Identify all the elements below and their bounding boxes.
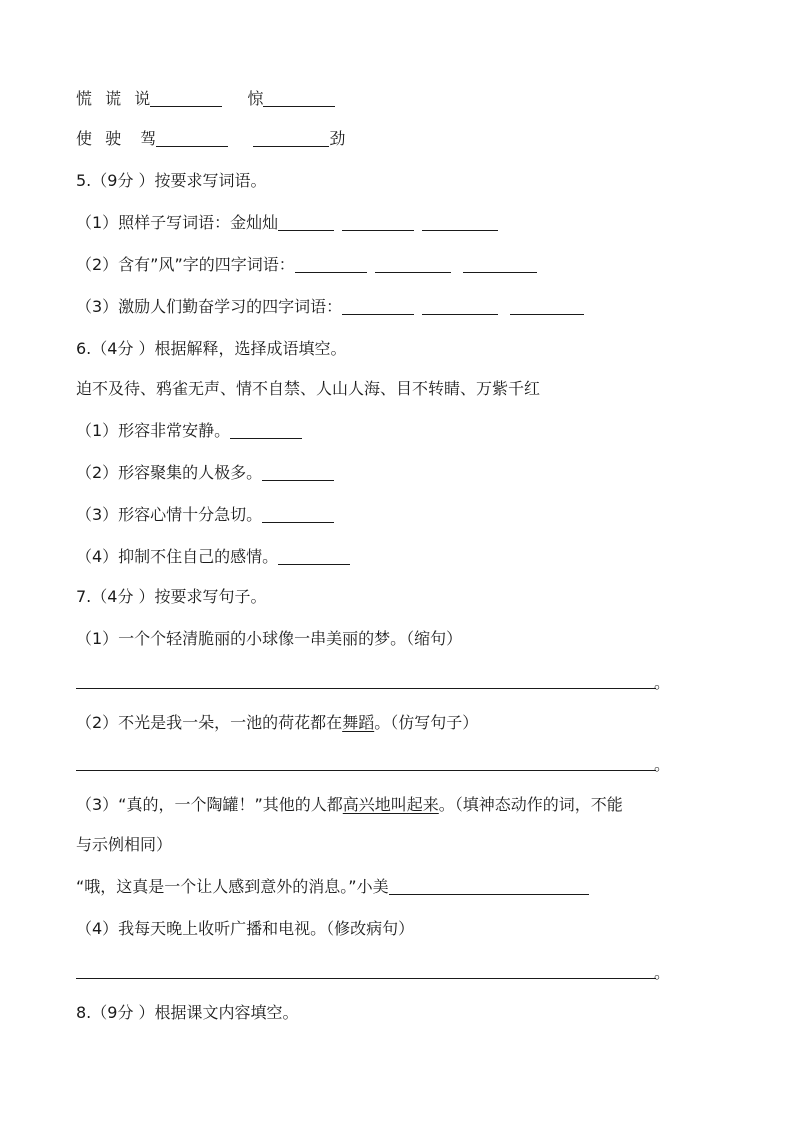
q6-item-4: （4）抑制不住自己的感情。 [76, 546, 350, 568]
q7-sentence-3-answer: “哦，这真是一个让人感到意外的消息。”小美 [76, 876, 589, 898]
char-row-2 [76, 128, 345, 150]
q6-item-3: （3）形容心情十分急切。 [76, 504, 334, 526]
q7-sentence-3-continued: 与示例相同） [76, 835, 173, 854]
char: 说 [134, 89, 151, 108]
char: 惊 [247, 89, 264, 108]
char: 慌 [76, 89, 93, 108]
char: 驶 [105, 129, 122, 148]
answer-blank[interactable] [389, 877, 589, 895]
period-mark: 。 [654, 673, 671, 692]
q7-sentence-3: （3）“真的，一个陶罐！”其他的人都高兴地叫起来。（填神态动作的词，不能 [76, 795, 623, 814]
q7-sentence-2: （2）不光是我一朵，一池的荷花都在舞蹈。（仿写句子） [76, 713, 479, 732]
char-row-1 [76, 88, 335, 110]
period-mark: 。 [654, 963, 671, 982]
answer-blank[interactable] [342, 297, 414, 315]
answer-blank[interactable] [422, 213, 498, 231]
answer-blank[interactable] [230, 421, 302, 439]
q5-item-2: （2）含有”风”字的四字词语： [76, 254, 537, 276]
q5-item-3: （3）激励人们勤奋学习的四字词语： [76, 296, 584, 318]
q5-item-1: （1）照样子写词语：金灿灿 [76, 212, 498, 234]
answer-blank[interactable] [510, 297, 584, 315]
q6-item-1: （1）形容非常安静。 [76, 420, 302, 442]
char: 劲 [329, 129, 346, 148]
q6-item-2: （2）形容聚集的人极多。 [76, 462, 334, 484]
answer-blank[interactable] [295, 255, 367, 273]
char: 使 [76, 129, 93, 148]
answer-blank[interactable] [150, 89, 222, 107]
char: 驾 [140, 129, 157, 148]
answer-blank[interactable] [253, 129, 329, 147]
period-mark: 。 [654, 755, 671, 774]
question-8-title: 8.（9分 ）根据课文内容填空。 [76, 1003, 299, 1022]
answer-line[interactable] [76, 978, 656, 979]
question-5-title: 5.（9分 ）按要求写词语。 [76, 171, 267, 190]
answer-blank[interactable] [156, 129, 228, 147]
underlined-word: 舞蹈 [342, 713, 375, 732]
answer-line[interactable] [76, 688, 656, 689]
answer-blank[interactable] [463, 255, 537, 273]
answer-blank[interactable] [422, 297, 498, 315]
answer-blank[interactable] [278, 213, 334, 231]
question-6-title: 6.（4分 ）根据解释，选择成语填空。 [76, 339, 347, 358]
idiom-options: 迫不及待、鸦雀无声、情不自禁、人山人海、目不转睛、万紫千红 [76, 379, 541, 398]
answer-blank[interactable] [263, 89, 335, 107]
answer-blank[interactable] [262, 505, 334, 523]
underlined-phrase: 高兴地叫起来 [342, 795, 439, 814]
q7-sentence-4: （4）我每天晚上收听广播和电视。（修改病句） [76, 919, 415, 938]
question-7-title: 7.（4分 ）按要求写句子。 [76, 587, 267, 606]
char: 谎 [105, 89, 122, 108]
answer-blank[interactable] [262, 463, 334, 481]
q7-sentence-1: （1）一个个轻清脆丽的小球像一串美丽的梦。（缩句） [76, 629, 463, 648]
answer-blank[interactable] [278, 547, 350, 565]
answer-blank[interactable] [375, 255, 451, 273]
answer-line[interactable] [76, 770, 656, 771]
answer-blank[interactable] [342, 213, 414, 231]
